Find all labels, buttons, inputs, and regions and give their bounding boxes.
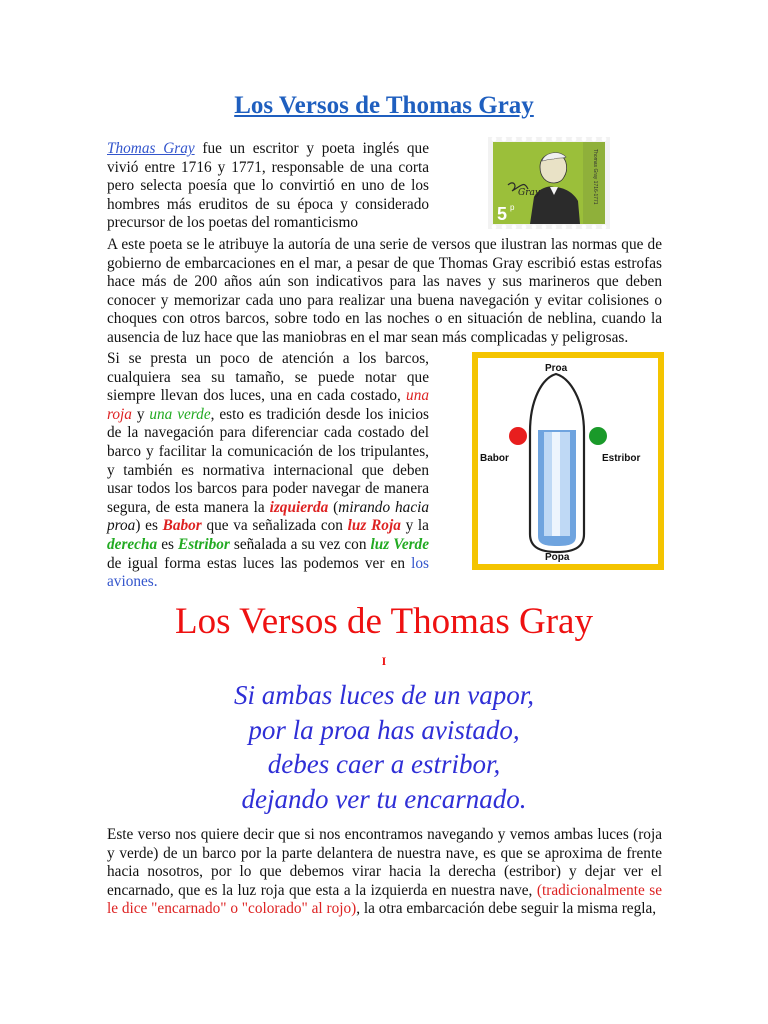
text-run: de igual forma estas luces las podemos ver en [107,554,412,572]
stamp-signature: Gray [518,188,540,198]
poem-title: Los Versos de Thomas Gray [175,601,593,642]
verse-numeral: I [381,654,387,668]
stamp-value-suffix: p [510,203,515,212]
stamp-side-text: Thomas Gray 1716-1771 [592,149,598,205]
luz-verde-text: luz Verde [370,535,429,553]
text-run: y [131,405,150,423]
text-run: que va señalizada con [201,517,348,535]
intro-text: fue un escritor y poeta inglés que vivió entre 1716 y 1771, responsable de una corta pero selecta poesía que lo convirtió en uno de los hombres más eruditos de su época y considerado precursor de los poetas del romanticismo [107,140,429,232]
verse-block [0,678,768,816]
babor-text: Babor [162,517,202,535]
derecha-text: derecha [107,535,158,553]
text-run: , esto es tradición desde los inicios de la navegación para diferenciar cada costado del barco y facilitar la comunicación de los tripulantes, y también es normativa internacional que deben usar todos los barcos para poder navegar de manera segura, de esta manera la [107,405,430,516]
red-light-icon [509,427,527,445]
luz-roja-text: luz Roja [347,517,401,535]
explanation-paragraph [107,826,662,919]
history-paragraph: A este poeta se le atribuye la autoría de una serie de versos que ilustran las normas que de gobierno de embarcaciones en el mar, a pesar de que Thomas Gray escribió estas estrofas hace más de 200 años aún son indicativos para las naves y sus marineros que deben conocer y memorizar cada uno para realizar una buena navegación y evitar colisiones o choques con otros barcos, sobre todo en las noches o en situación de neblina, cuando la ausencia de luz hace que las maniobras en el mar sean más complicadas y peligrosas. [107,236,662,346]
text-run: Si se presta un poco de atención a los barcos, cualquiera sea su tamaño, se puede notar que siempre llevan dos luces, una en cada costado, [107,350,429,405]
estribor-text: Estribor [178,535,230,553]
verse-line: dejando ver tu encarnado. [241,783,527,814]
babor-label: Babor [480,453,509,464]
popa-label: Popa [545,552,570,563]
text-run: y la [400,517,429,535]
intro-paragraph [107,140,429,233]
text-run: , la otra embarcación debe seguir la misma regla, [356,900,657,918]
encarnado-note: (tradicionalmente se le dice "encarnado" o "colorado" al rojo) [107,881,662,918]
ship-lights-diagram [472,352,664,570]
verse-line: por la proa has avistado, [248,714,520,745]
green-light-icon [589,427,607,445]
mirando-text: mirando hacia proa [107,498,430,535]
verse-line: Si ambas luces de un vapor, [234,680,534,710]
text-run: ) es [135,517,163,535]
izquierda-text: izquierda [269,498,329,516]
thomas-gray-link[interactable]: Thomas Gray [107,140,195,157]
verse-line: debes caer a estribor, [267,749,501,779]
thomas-gray-stamp-image [488,137,610,229]
proa-label: Proa [545,363,568,374]
stamp-value: 5 [497,204,508,224]
lights-paragraph [107,350,429,592]
text-run: señalada a su vez con [229,535,371,553]
green-light-text: una verde [149,405,211,423]
text-run: Este verso nos quiere decir que si nos encontramos navegando y vemos ambas luces (roja y verde) de un barco por la parte delantera de nuestra nave, es que se aproxima de frente hacia nosotros, por lo que debemos virar hacia la derecha (estribor) y dejar ver el encarnado, que es la luz roja que esta a la izquierda en nuestra nave, [107,826,662,899]
text-run: es [157,535,178,553]
aviones-link[interactable]: los aviones. [107,554,429,591]
red-light-text: una roja [107,387,429,423]
text-run: ( [328,498,339,516]
page-title: Los Versos de Thomas Gray [234,92,534,119]
estribor-label: Estribor [602,453,641,464]
